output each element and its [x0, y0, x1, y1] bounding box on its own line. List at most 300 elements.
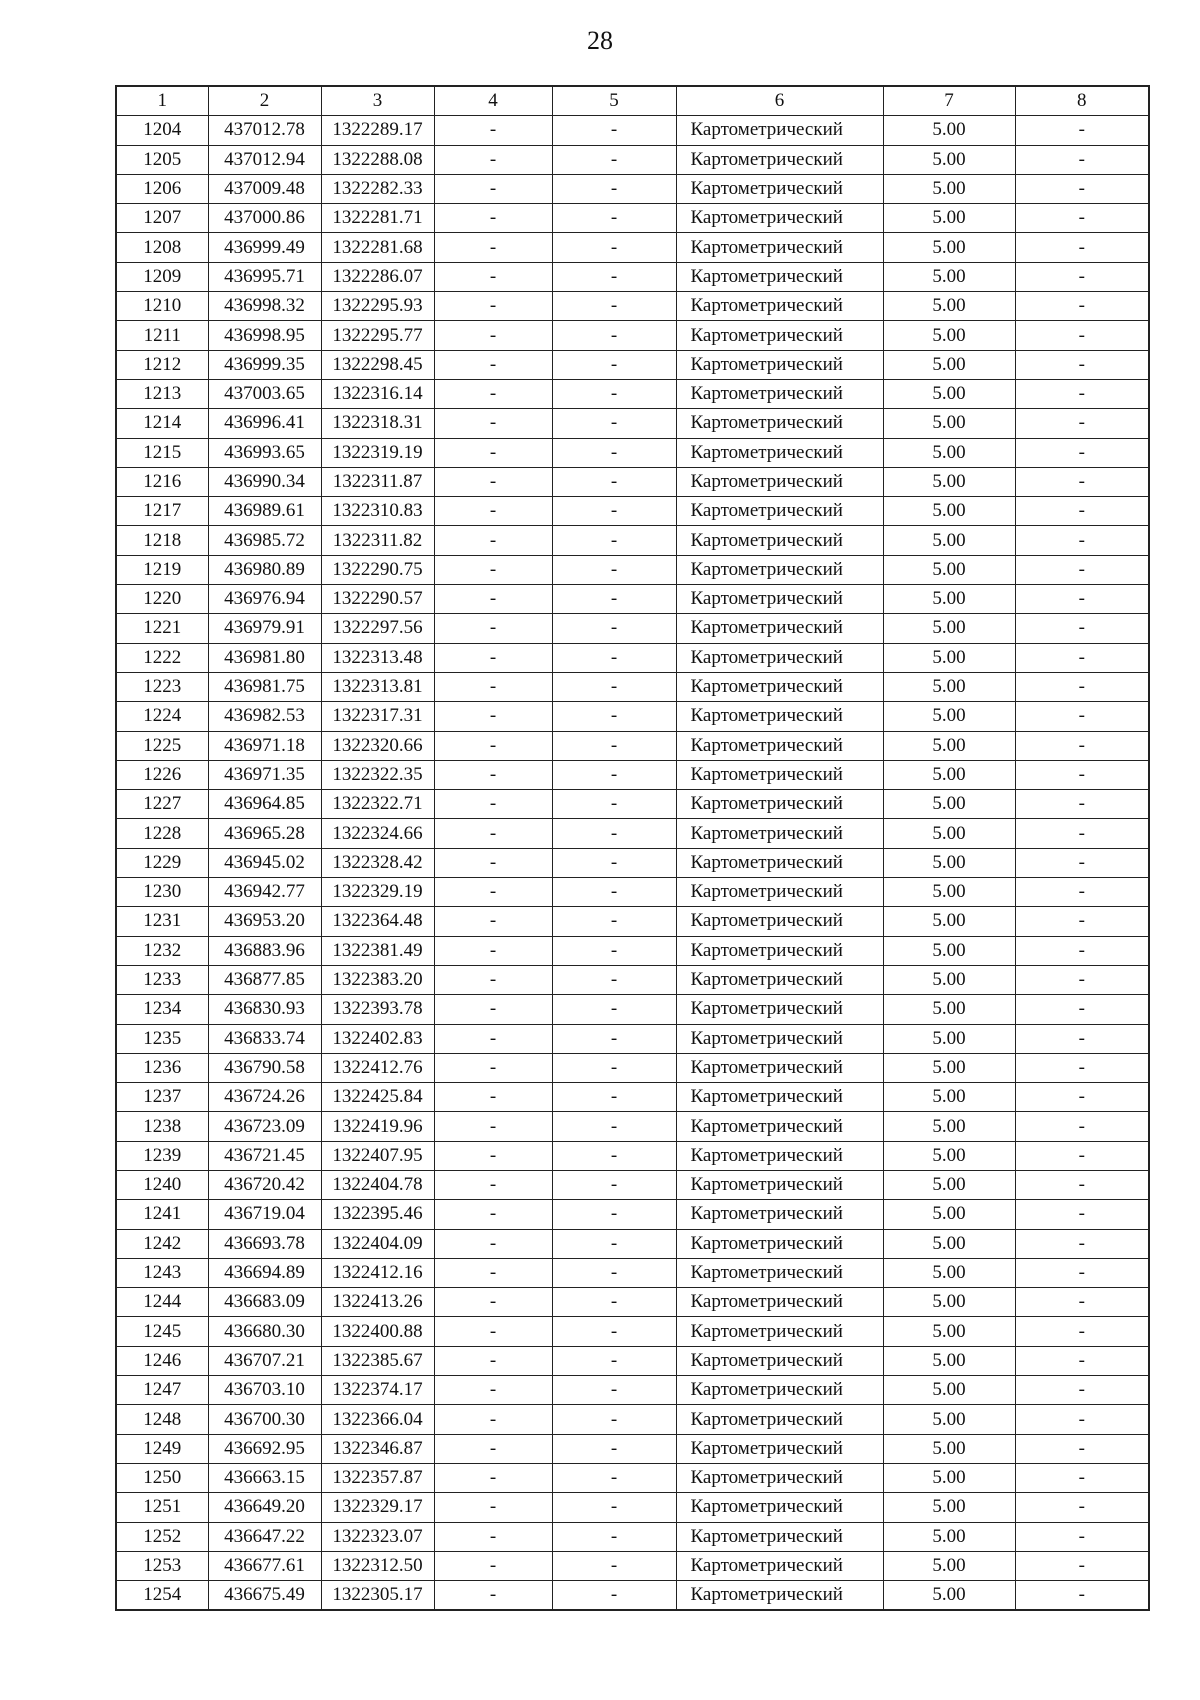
x-coordinate-cell: 436647.22 [208, 1522, 321, 1551]
col5-cell: - [552, 526, 676, 555]
col4-cell: - [434, 145, 552, 174]
x-coordinate-cell: 437003.65 [208, 379, 321, 408]
accuracy-cell: 5.00 [883, 438, 1015, 467]
point-number-cell: 1251 [116, 1493, 208, 1522]
col8-cell: - [1015, 1376, 1149, 1405]
method-cell: Картометрический [676, 1581, 883, 1611]
table-row [116, 614, 1149, 643]
method-cell: Картометрический [676, 1376, 883, 1405]
y-coordinate-cell: 1322329.17 [321, 1493, 434, 1522]
col5-cell: - [552, 995, 676, 1024]
method-cell: Картометрический [676, 760, 883, 789]
accuracy-cell: 5.00 [883, 1200, 1015, 1229]
table-row [116, 1522, 1149, 1551]
y-coordinate-cell: 1322412.76 [321, 1053, 434, 1082]
accuracy-cell: 5.00 [883, 790, 1015, 819]
x-coordinate-cell: 436649.20 [208, 1493, 321, 1522]
accuracy-cell: 5.00 [883, 672, 1015, 701]
accuracy-cell: 5.00 [883, 1170, 1015, 1199]
col8-cell: - [1015, 1434, 1149, 1463]
col4-cell: - [434, 936, 552, 965]
page-number: 28 [587, 26, 613, 55]
method-cell: Картометрический [676, 174, 883, 203]
col8-cell: - [1015, 438, 1149, 467]
accuracy-cell: 5.00 [883, 1229, 1015, 1258]
y-coordinate-cell: 1322413.26 [321, 1288, 434, 1317]
x-coordinate-cell: 436985.72 [208, 526, 321, 555]
method-cell: Картометрический [676, 233, 883, 262]
table-body [116, 116, 1149, 1611]
x-coordinate-cell: 436883.96 [208, 936, 321, 965]
x-coordinate-cell: 436945.02 [208, 848, 321, 877]
y-coordinate-cell: 1322317.31 [321, 702, 434, 731]
method-cell: Картометрический [676, 1493, 883, 1522]
y-coordinate-cell: 1322404.78 [321, 1170, 434, 1199]
accuracy-cell: 5.00 [883, 555, 1015, 584]
coordinates-table [115, 85, 1150, 1611]
accuracy-cell: 5.00 [883, 760, 1015, 789]
col8-cell: - [1015, 467, 1149, 496]
y-coordinate-cell: 1322290.75 [321, 555, 434, 584]
table-row [116, 116, 1149, 145]
point-number-cell: 1245 [116, 1317, 208, 1346]
method-cell: Картометрический [676, 116, 883, 145]
point-number-cell: 1226 [116, 760, 208, 789]
method-cell: Картометрический [676, 672, 883, 701]
point-number-cell: 1235 [116, 1024, 208, 1053]
y-coordinate-cell: 1322305.17 [321, 1581, 434, 1611]
col4-cell: - [434, 1053, 552, 1082]
table-row [116, 1112, 1149, 1141]
accuracy-cell: 5.00 [883, 1463, 1015, 1492]
col8-cell: - [1015, 1346, 1149, 1375]
col5-cell: - [552, 1083, 676, 1112]
point-number-cell: 1234 [116, 995, 208, 1024]
col8-cell: - [1015, 672, 1149, 701]
col4-cell: - [434, 379, 552, 408]
table-row [116, 145, 1149, 174]
point-number-cell: 1224 [116, 702, 208, 731]
point-number-cell: 1208 [116, 233, 208, 262]
accuracy-cell: 5.00 [883, 1376, 1015, 1405]
point-number-cell: 1217 [116, 497, 208, 526]
y-coordinate-cell: 1322419.96 [321, 1112, 434, 1141]
col8-cell: - [1015, 526, 1149, 555]
x-coordinate-cell: 436971.35 [208, 760, 321, 789]
x-coordinate-cell: 436976.94 [208, 585, 321, 614]
col5-cell: - [552, 1522, 676, 1551]
table-row [116, 321, 1149, 350]
table-row [116, 555, 1149, 584]
x-coordinate-cell: 436999.49 [208, 233, 321, 262]
accuracy-cell: 5.00 [883, 1522, 1015, 1551]
table-row [116, 1288, 1149, 1317]
col8-cell: - [1015, 1581, 1149, 1611]
header-cell: 4 [434, 86, 552, 116]
accuracy-cell: 5.00 [883, 848, 1015, 877]
accuracy-cell: 5.00 [883, 1581, 1015, 1611]
col4-cell: - [434, 1551, 552, 1580]
point-number-cell: 1218 [116, 526, 208, 555]
y-coordinate-cell: 1322323.07 [321, 1522, 434, 1551]
table-row [116, 936, 1149, 965]
y-coordinate-cell: 1322383.20 [321, 965, 434, 994]
point-number-cell: 1219 [116, 555, 208, 584]
col5-cell: - [552, 1229, 676, 1258]
table-row [116, 1083, 1149, 1112]
point-number-cell: 1225 [116, 731, 208, 760]
col5-cell: - [552, 1405, 676, 1434]
y-coordinate-cell: 1322366.04 [321, 1405, 434, 1434]
table-row [116, 1581, 1149, 1611]
col4-cell: - [434, 702, 552, 731]
col5-cell: - [552, 1581, 676, 1611]
accuracy-cell: 5.00 [883, 1288, 1015, 1317]
x-coordinate-cell: 436694.89 [208, 1258, 321, 1287]
col4-cell: - [434, 116, 552, 145]
y-coordinate-cell: 1322374.17 [321, 1376, 434, 1405]
col4-cell: - [434, 1141, 552, 1170]
col4-cell: - [434, 1522, 552, 1551]
x-coordinate-cell: 436693.78 [208, 1229, 321, 1258]
header-cell: 1 [116, 86, 208, 116]
col8-cell: - [1015, 760, 1149, 789]
header-cell: 8 [1015, 86, 1149, 116]
accuracy-cell: 5.00 [883, 321, 1015, 350]
y-coordinate-cell: 1322324.66 [321, 819, 434, 848]
x-coordinate-cell: 436700.30 [208, 1405, 321, 1434]
y-coordinate-cell: 1322404.09 [321, 1229, 434, 1258]
method-cell: Картометрический [676, 848, 883, 877]
col8-cell: - [1015, 116, 1149, 145]
point-number-cell: 1236 [116, 1053, 208, 1082]
col5-cell: - [552, 1288, 676, 1317]
x-coordinate-cell: 436720.42 [208, 1170, 321, 1199]
point-number-cell: 1206 [116, 174, 208, 203]
point-number-cell: 1205 [116, 145, 208, 174]
col4-cell: - [434, 262, 552, 291]
col8-cell: - [1015, 1200, 1149, 1229]
point-number-cell: 1247 [116, 1376, 208, 1405]
x-coordinate-cell: 436993.65 [208, 438, 321, 467]
method-cell: Картометрический [676, 1288, 883, 1317]
col5-cell: - [552, 1551, 676, 1580]
y-coordinate-cell: 1322364.48 [321, 907, 434, 936]
col4-cell: - [434, 848, 552, 877]
y-coordinate-cell: 1322310.83 [321, 497, 434, 526]
y-coordinate-cell: 1322320.66 [321, 731, 434, 760]
col5-cell: - [552, 1463, 676, 1492]
col4-cell: - [434, 643, 552, 672]
table-row [116, 1229, 1149, 1258]
col5-cell: - [552, 1112, 676, 1141]
table-row [116, 233, 1149, 262]
table-header [116, 86, 1149, 116]
header-cell: 3 [321, 86, 434, 116]
y-coordinate-cell: 1322290.57 [321, 585, 434, 614]
method-cell: Картометрический [676, 1170, 883, 1199]
col8-cell: - [1015, 614, 1149, 643]
x-coordinate-cell: 436877.85 [208, 965, 321, 994]
y-coordinate-cell: 1322297.56 [321, 614, 434, 643]
col8-cell: - [1015, 204, 1149, 233]
col8-cell: - [1015, 1317, 1149, 1346]
method-cell: Картометрический [676, 995, 883, 1024]
col8-cell: - [1015, 1112, 1149, 1141]
method-cell: Картометрический [676, 1346, 883, 1375]
col4-cell: - [434, 1200, 552, 1229]
table-row [116, 1551, 1149, 1580]
accuracy-cell: 5.00 [883, 174, 1015, 203]
table-row [116, 1434, 1149, 1463]
col5-cell: - [552, 907, 676, 936]
method-cell: Картометрический [676, 1551, 883, 1580]
table-row [116, 907, 1149, 936]
header-row [116, 86, 1149, 116]
x-coordinate-cell: 436830.93 [208, 995, 321, 1024]
col5-cell: - [552, 614, 676, 643]
x-coordinate-cell: 436953.20 [208, 907, 321, 936]
col8-cell: - [1015, 350, 1149, 379]
method-cell: Картометрический [676, 790, 883, 819]
header-cell: 6 [676, 86, 883, 116]
accuracy-cell: 5.00 [883, 409, 1015, 438]
y-coordinate-cell: 1322329.19 [321, 878, 434, 907]
point-number-cell: 1248 [116, 1405, 208, 1434]
col4-cell: - [434, 1434, 552, 1463]
method-cell: Картометрический [676, 1112, 883, 1141]
x-coordinate-cell: 436971.18 [208, 731, 321, 760]
y-coordinate-cell: 1322313.48 [321, 643, 434, 672]
accuracy-cell: 5.00 [883, 1112, 1015, 1141]
y-coordinate-cell: 1322318.31 [321, 409, 434, 438]
table-row [116, 1258, 1149, 1287]
x-coordinate-cell: 436998.95 [208, 321, 321, 350]
accuracy-cell: 5.00 [883, 1258, 1015, 1287]
accuracy-cell: 5.00 [883, 350, 1015, 379]
x-coordinate-cell: 436707.21 [208, 1346, 321, 1375]
accuracy-cell: 5.00 [883, 262, 1015, 291]
x-coordinate-cell: 436677.61 [208, 1551, 321, 1580]
col4-cell: - [434, 1258, 552, 1287]
accuracy-cell: 5.00 [883, 1405, 1015, 1434]
col5-cell: - [552, 174, 676, 203]
point-number-cell: 1215 [116, 438, 208, 467]
method-cell: Картометрический [676, 526, 883, 555]
col5-cell: - [552, 262, 676, 291]
point-number-cell: 1233 [116, 965, 208, 994]
col8-cell: - [1015, 936, 1149, 965]
accuracy-cell: 5.00 [883, 1346, 1015, 1375]
col4-cell: - [434, 350, 552, 379]
table-row [116, 672, 1149, 701]
point-number-cell: 1244 [116, 1288, 208, 1317]
col4-cell: - [434, 614, 552, 643]
table-row [116, 526, 1149, 555]
table-row [116, 1317, 1149, 1346]
point-number-cell: 1220 [116, 585, 208, 614]
table-row [116, 1376, 1149, 1405]
point-number-cell: 1211 [116, 321, 208, 350]
col5-cell: - [552, 145, 676, 174]
x-coordinate-cell: 436692.95 [208, 1434, 321, 1463]
y-coordinate-cell: 1322311.87 [321, 467, 434, 496]
col5-cell: - [552, 1493, 676, 1522]
point-number-cell: 1252 [116, 1522, 208, 1551]
y-coordinate-cell: 1322393.78 [321, 995, 434, 1024]
col5-cell: - [552, 1317, 676, 1346]
x-coordinate-cell: 436833.74 [208, 1024, 321, 1053]
col5-cell: - [552, 965, 676, 994]
point-number-cell: 1238 [116, 1112, 208, 1141]
accuracy-cell: 5.00 [883, 731, 1015, 760]
col5-cell: - [552, 848, 676, 877]
point-number-cell: 1222 [116, 643, 208, 672]
method-cell: Картометрический [676, 438, 883, 467]
table-row [116, 643, 1149, 672]
point-number-cell: 1241 [116, 1200, 208, 1229]
col8-cell: - [1015, 497, 1149, 526]
col8-cell: - [1015, 321, 1149, 350]
y-coordinate-cell: 1322295.77 [321, 321, 434, 350]
col5-cell: - [552, 1024, 676, 1053]
x-coordinate-cell: 437000.86 [208, 204, 321, 233]
x-coordinate-cell: 436979.91 [208, 614, 321, 643]
x-coordinate-cell: 436719.04 [208, 1200, 321, 1229]
accuracy-cell: 5.00 [883, 379, 1015, 408]
accuracy-cell: 5.00 [883, 819, 1015, 848]
method-cell: Картометрический [676, 1053, 883, 1082]
col8-cell: - [1015, 292, 1149, 321]
table-row [116, 204, 1149, 233]
col4-cell: - [434, 438, 552, 467]
table-row [116, 379, 1149, 408]
col8-cell: - [1015, 409, 1149, 438]
point-number-cell: 1254 [116, 1581, 208, 1611]
accuracy-cell: 5.00 [883, 614, 1015, 643]
point-number-cell: 1253 [116, 1551, 208, 1580]
y-coordinate-cell: 1322281.71 [321, 204, 434, 233]
y-coordinate-cell: 1322395.46 [321, 1200, 434, 1229]
method-cell: Картометрический [676, 1024, 883, 1053]
table-row [116, 1170, 1149, 1199]
table-row [116, 1346, 1149, 1375]
col8-cell: - [1015, 1024, 1149, 1053]
point-number-cell: 1246 [116, 1346, 208, 1375]
table-row [116, 965, 1149, 994]
x-coordinate-cell: 437009.48 [208, 174, 321, 203]
point-number-cell: 1221 [116, 614, 208, 643]
col5-cell: - [552, 1376, 676, 1405]
point-number-cell: 1242 [116, 1229, 208, 1258]
table-row [116, 497, 1149, 526]
y-coordinate-cell: 1322322.71 [321, 790, 434, 819]
x-coordinate-cell: 436942.77 [208, 878, 321, 907]
y-coordinate-cell: 1322346.87 [321, 1434, 434, 1463]
col5-cell: - [552, 731, 676, 760]
accuracy-cell: 5.00 [883, 878, 1015, 907]
col5-cell: - [552, 585, 676, 614]
col8-cell: - [1015, 1258, 1149, 1287]
method-cell: Картометрический [676, 321, 883, 350]
col8-cell: - [1015, 1083, 1149, 1112]
table-row [116, 262, 1149, 291]
method-cell: Картометрический [676, 292, 883, 321]
col5-cell: - [552, 379, 676, 408]
method-cell: Картометрический [676, 1141, 883, 1170]
col5-cell: - [552, 467, 676, 496]
point-number-cell: 1227 [116, 790, 208, 819]
x-coordinate-cell: 436703.10 [208, 1376, 321, 1405]
col4-cell: - [434, 1024, 552, 1053]
accuracy-cell: 5.00 [883, 1053, 1015, 1082]
table-row [116, 1493, 1149, 1522]
table-row [116, 790, 1149, 819]
col4-cell: - [434, 1083, 552, 1112]
col4-cell: - [434, 497, 552, 526]
accuracy-cell: 5.00 [883, 1141, 1015, 1170]
point-number-cell: 1207 [116, 204, 208, 233]
col4-cell: - [434, 731, 552, 760]
col4-cell: - [434, 819, 552, 848]
accuracy-cell: 5.00 [883, 1551, 1015, 1580]
col4-cell: - [434, 1581, 552, 1611]
col4-cell: - [434, 1493, 552, 1522]
point-number-cell: 1212 [116, 350, 208, 379]
table-row [116, 409, 1149, 438]
col4-cell: - [434, 1405, 552, 1434]
point-number-cell: 1223 [116, 672, 208, 701]
col5-cell: - [552, 672, 676, 701]
col8-cell: - [1015, 145, 1149, 174]
accuracy-cell: 5.00 [883, 526, 1015, 555]
col8-cell: - [1015, 1141, 1149, 1170]
y-coordinate-cell: 1322319.19 [321, 438, 434, 467]
col5-cell: - [552, 438, 676, 467]
col4-cell: - [434, 672, 552, 701]
y-coordinate-cell: 1322412.16 [321, 1258, 434, 1287]
method-cell: Картометрический [676, 819, 883, 848]
col5-cell: - [552, 643, 676, 672]
col5-cell: - [552, 702, 676, 731]
point-number-cell: 1240 [116, 1170, 208, 1199]
col5-cell: - [552, 1053, 676, 1082]
col8-cell: - [1015, 643, 1149, 672]
y-coordinate-cell: 1322402.83 [321, 1024, 434, 1053]
point-number-cell: 1210 [116, 292, 208, 321]
y-coordinate-cell: 1322311.82 [321, 526, 434, 555]
col8-cell: - [1015, 965, 1149, 994]
col4-cell: - [434, 321, 552, 350]
method-cell: Картометрический [676, 1434, 883, 1463]
col8-cell: - [1015, 1405, 1149, 1434]
col5-cell: - [552, 1434, 676, 1463]
method-cell: Картометрический [676, 702, 883, 731]
col4-cell: - [434, 526, 552, 555]
point-number-cell: 1228 [116, 819, 208, 848]
x-coordinate-cell: 436998.32 [208, 292, 321, 321]
table-row [116, 1200, 1149, 1229]
col8-cell: - [1015, 555, 1149, 584]
table-row [116, 848, 1149, 877]
table-row [116, 760, 1149, 789]
col8-cell: - [1015, 1288, 1149, 1317]
table-row [116, 1405, 1149, 1434]
method-cell: Картометрический [676, 555, 883, 584]
col5-cell: - [552, 1170, 676, 1199]
y-coordinate-cell: 1322286.07 [321, 262, 434, 291]
point-number-cell: 1231 [116, 907, 208, 936]
